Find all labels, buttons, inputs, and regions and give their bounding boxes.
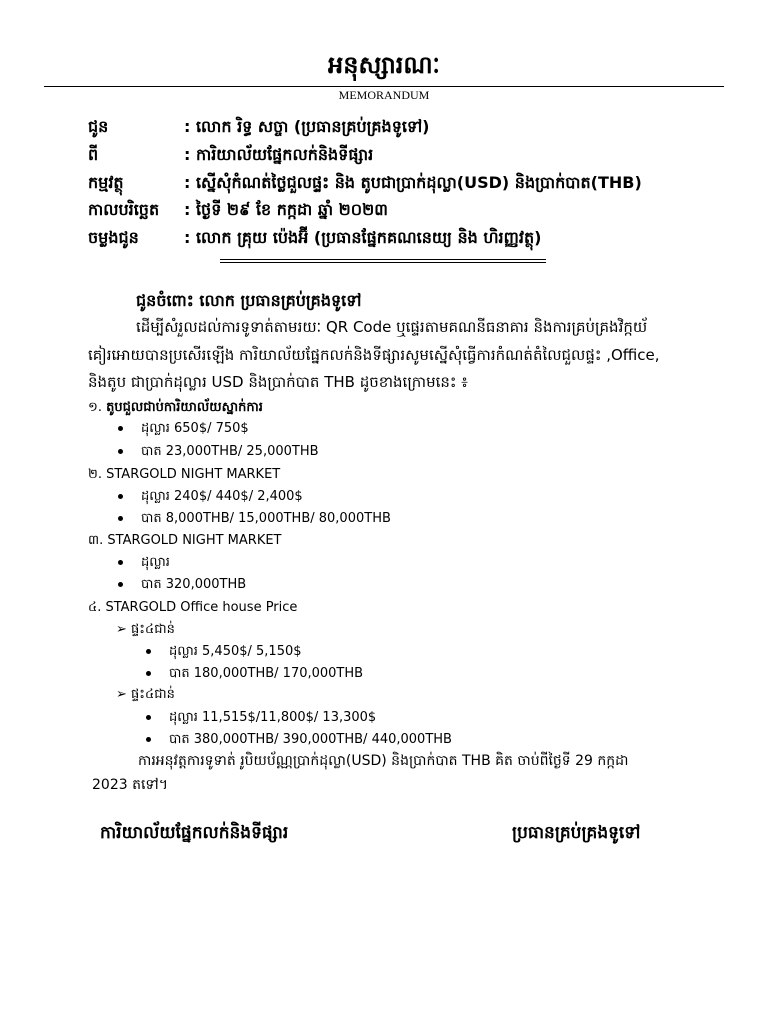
list-item: បាត 23,000THB/ 25,000THB <box>118 443 319 462</box>
list-item: បាត 320,000THB <box>118 576 246 595</box>
to-label: ជូន <box>88 117 109 136</box>
signature-right: ប្រធានគ្រប់គ្រងទូទៅ <box>512 823 641 843</box>
list-item: ដុល្លារ 240$/ 440$/ 2,400$ <box>118 488 303 507</box>
sub-group-2: ➢ ផ្ទះ៤ជាន់ <box>116 687 175 702</box>
list-item: ដុល្លារ 11,515$/11,800$/ 13,300$ <box>146 709 376 728</box>
subject-value: : ស្នើសុំកំណត់ថ្លៃជួលផ្ទះ និង តូបជាប្រាក់ដុល្លា(USD) និងប្រាក់បាត(THB) <box>184 173 642 192</box>
intro-line-2: គៀរអោយបានប្រសើរឡើង ការិយាល័យផ្នែកលក់និងទីផ្សារសូមស្នើសុំធ្វើការកំណត់តំលៃជួលផ្ទះ ,Office, <box>88 346 660 364</box>
section-number: ១. <box>88 400 102 415</box>
salutation: ជូនចំពោះ លោក ប្រធានគ្រប់គ្រងទូទៅ <box>136 291 362 310</box>
section-number: ៣. <box>88 533 104 548</box>
section-4-heading <box>88 599 297 618</box>
list-item: បាត 380,000THB/ 390,000THB/ 440,000THB <box>146 731 452 750</box>
section-number: ២. <box>88 467 102 482</box>
cc-label: ចម្លងជូន <box>88 228 139 247</box>
section-2-heading <box>88 466 280 485</box>
list-item: ដុល្លារ <box>118 554 170 573</box>
to-value: : លោក រិទ្ធ សច្ចា (ប្រធានគ្រប់គ្រងទូទៅ) <box>184 117 430 136</box>
bullet-icon <box>146 715 151 720</box>
bullet-icon <box>118 494 123 499</box>
date-label: កាលបរិច្ឆេត <box>88 200 160 219</box>
title-divider <box>44 86 724 87</box>
bullet-icon <box>146 671 151 676</box>
bullet-icon <box>118 449 123 454</box>
signature-left: ការិយាល័យផ្នែកលក់និងទីផ្សារ <box>100 823 289 843</box>
bullet-icon <box>118 582 123 587</box>
section-title: តូបជួលជាប់ការិយាល័យស្នាក់ការ <box>106 400 263 415</box>
section-3-heading <box>88 532 282 551</box>
closing-line-1: ការអនុវត្តការទូទាត់ រូបិយប័ណ្ណប្រាក់ដុល្លា(USD) និងប្រាក់បាត THB គិត ចាប់ពីថ្ងៃទី 29 កក្កដា <box>138 753 629 769</box>
section-title: STARGOLD NIGHT MARKET <box>107 533 282 548</box>
section-1-heading <box>88 399 263 418</box>
arrow-bullet-icon: ➢ <box>116 687 127 702</box>
section-number: ៤. <box>88 600 102 615</box>
list-item: ដុល្លារ 5,450$/ 5,150$ <box>146 643 302 662</box>
subject-label: កម្មវត្ថុ <box>88 173 124 192</box>
date-value: : ថ្ងៃទី ២៩ ខែ កក្កដា ឆ្នាំ ២០២៣ <box>184 200 388 219</box>
memo-title: អនុស្សារណៈ <box>328 51 440 79</box>
arrow-bullet-icon: ➢ <box>116 622 127 637</box>
list-item: បាត 8,000THB/ 15,000THB/ 80,000THB <box>118 510 391 529</box>
cc-value: : លោក គ្រុយ ប៉េងអ៊ី (ប្រធានផ្នែកគណនេយ្យ និង ហិរញ្ញវត្ថុ) <box>184 228 542 247</box>
sub-group-1: ➢ ផ្ទះ៤ជាន់ <box>116 622 175 637</box>
bullet-icon <box>118 426 123 431</box>
from-value: : ការិយាល័យផ្នែកលក់និងទីផ្សារ <box>184 145 374 164</box>
bullet-icon <box>118 560 123 565</box>
bullet-icon <box>146 737 151 742</box>
list-item: បាត 180,000THB/ 170,000THB <box>146 665 363 684</box>
closing-line-2: 2023 តទៅ។ <box>92 777 168 793</box>
intro-line-1: ដើម្បីសំរួលដល់ការទូទាត់តាមរយៈ QR Code ឬផ្ទេរតាមគណនីធនាគារ និងការគ្រប់គ្រងវិក្កយ័ <box>136 318 648 336</box>
memo-subtitle: MEMORANDUM <box>338 88 430 102</box>
header-double-rule <box>220 259 546 263</box>
section-title: STARGOLD Office house Price <box>105 600 298 615</box>
intro-line-3: និងតូប ជាប្រាក់ដុល្លារ USD និងប្រាក់បាត THB ដូចខាងក្រោមនេះ ៖ <box>88 373 468 391</box>
from-label: ពី <box>88 145 99 164</box>
bullet-icon <box>146 649 151 654</box>
list-item: ដុល្លារ 650$/ 750$ <box>118 420 249 439</box>
section-title: STARGOLD NIGHT MARKET <box>106 467 281 482</box>
bullet-icon <box>118 516 123 521</box>
